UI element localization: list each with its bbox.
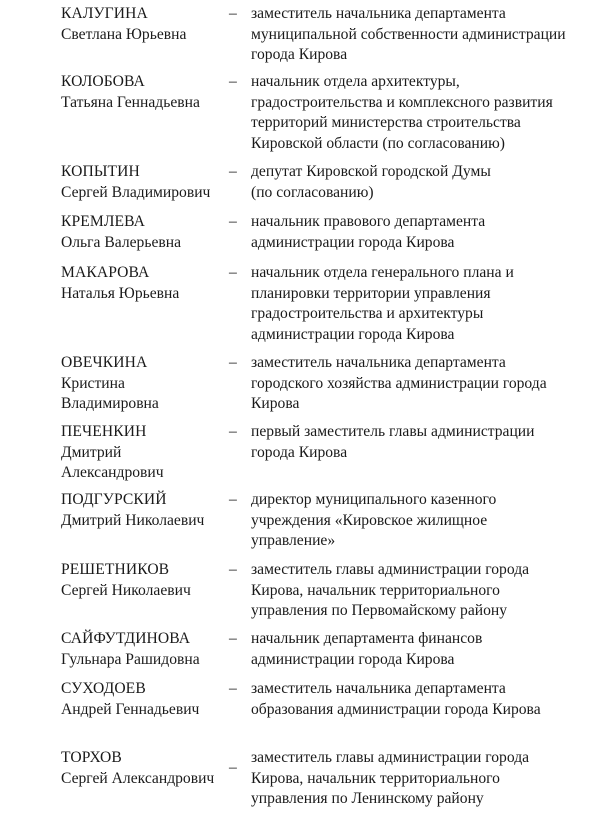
role-line: директор муниципального казенного [251,491,497,508]
member-surname: РЕШЕТНИКОВ [61,561,170,578]
role-line: первый заместитель главы администрации [251,423,535,440]
member-surname: СУХОДОЕВ [61,680,146,697]
member-name [61,72,231,113]
member-given-name: Татьяна Геннадьевна [61,93,200,111]
member-role [251,422,596,463]
member-role [251,560,596,622]
member-patronymic: Владимировна [61,395,159,412]
role-line: муниципальной собственности администрации [251,25,566,43]
role-line: заместитель главы администрации города [251,561,530,578]
member-role [251,4,596,66]
member-surname: ОВЕЧКИНА [61,354,148,371]
role-line: Кирова, начальник территориального [251,581,500,599]
dash-separator: – [229,630,237,647]
member-role [251,72,596,154]
member-role [251,490,596,552]
dash-separator: – [229,423,237,440]
member-role [251,212,596,253]
member-given-name: Наталья Юрьевна [61,284,180,302]
role-line: градостроительства и комплексного развития [251,93,553,111]
member-given-name: Дмитрий Николаевич [61,511,205,529]
member-role [251,748,596,810]
dash-separator: – [229,491,237,508]
member-name [61,560,231,601]
member-surname: ПЕЧЕНКИН [61,423,147,440]
role-line: начальник отдела архитектуры, [251,73,460,90]
role-line: градостроительства и архитектуры [251,305,484,322]
member-name [61,4,231,45]
member-given-name: Андрей Геннадьевич [61,700,200,718]
member-surname: КРЕМЛЕВА [61,213,146,230]
role-line: Кировской области (по согласованию) [251,134,505,152]
role-line: администрации города Кирова [251,233,455,251]
member-role [251,679,596,720]
member-name [61,490,231,531]
role-line: планировки территории управления [251,284,491,302]
dash-separator: – [229,680,237,697]
dash-separator: – [229,561,237,578]
role-line: территорий министерства строительства [251,114,521,131]
dash-separator: – [229,213,237,230]
role-line: образования администрации города Кирова [251,700,541,718]
member-name [61,353,231,415]
role-line: начальник департамента финансов [251,630,483,647]
role-line: управление» [251,532,336,549]
member-surname: КОПЫТИН [61,163,140,180]
member-given-name: Гульнара Рашидовна [61,650,200,668]
member-name [61,629,231,670]
role-line: заместитель начальника департамента [251,354,506,371]
member-role [251,629,596,670]
member-name [61,162,231,203]
role-line: администрации города Кирова [251,650,455,668]
member-surname: САЙФУТДИНОВА [61,630,191,647]
role-line: города Кирова [251,46,348,63]
member-given-name: Сергей Александрович [61,769,215,787]
role-line: управления по Первомайскому району [251,602,508,619]
member-name [61,679,231,720]
dash-separator: – [229,264,237,281]
role-line: администрации города Кирова [251,325,455,343]
member-given-name: Светлана Юрьевна [61,25,187,43]
member-given-name: Сергей Николаевич [61,581,191,599]
member-patronymic: Александрович [61,464,164,481]
dash-separator: – [229,5,237,22]
member-name [61,748,231,789]
role-line: заместитель начальника департамента [251,5,506,22]
member-given-name: Дмитрий [61,443,122,461]
role-line: депутат Кировской городской Думы [251,163,491,180]
role-line: начальник правового департамента [251,213,486,230]
member-surname: КОЛОБОВА [61,73,145,90]
member-name [61,212,231,253]
role-line: управления по Ленинскому району [251,790,484,807]
member-surname: КАЛУГИНА [61,5,148,22]
dash-separator: – [229,163,237,180]
member-name [61,422,231,484]
member-role [251,162,596,203]
role-line: Кирова [251,395,300,412]
role-line: (по согласованию) [251,183,374,201]
dash-separator: – [229,73,237,90]
role-line: начальник отдела генерального плана и [251,264,514,281]
member-surname: ТОРХОВ [61,749,122,766]
member-given-name: Сергей Владимирович [61,183,211,201]
role-line: заместитель начальника департамента [251,680,506,697]
role-line: заместитель главы администрации города [251,749,530,766]
role-line: городского хозяйства администрации города [251,374,547,392]
role-line: города Кирова [251,443,348,461]
role-line: учреждения «Кировское жилищное [251,511,488,529]
member-role [251,263,596,345]
member-given-name: Ольга Валерьевна [61,233,181,251]
member-given-name: Кристина [61,374,125,392]
role-line: Кирова, начальник территориального [251,769,500,787]
member-name [61,263,231,304]
member-surname: ПОДГУРСКИЙ [61,491,167,508]
dash-separator: – [229,759,237,776]
dash-separator: – [229,354,237,371]
member-surname: МАКАРОВА [61,264,150,281]
member-role [251,353,596,415]
